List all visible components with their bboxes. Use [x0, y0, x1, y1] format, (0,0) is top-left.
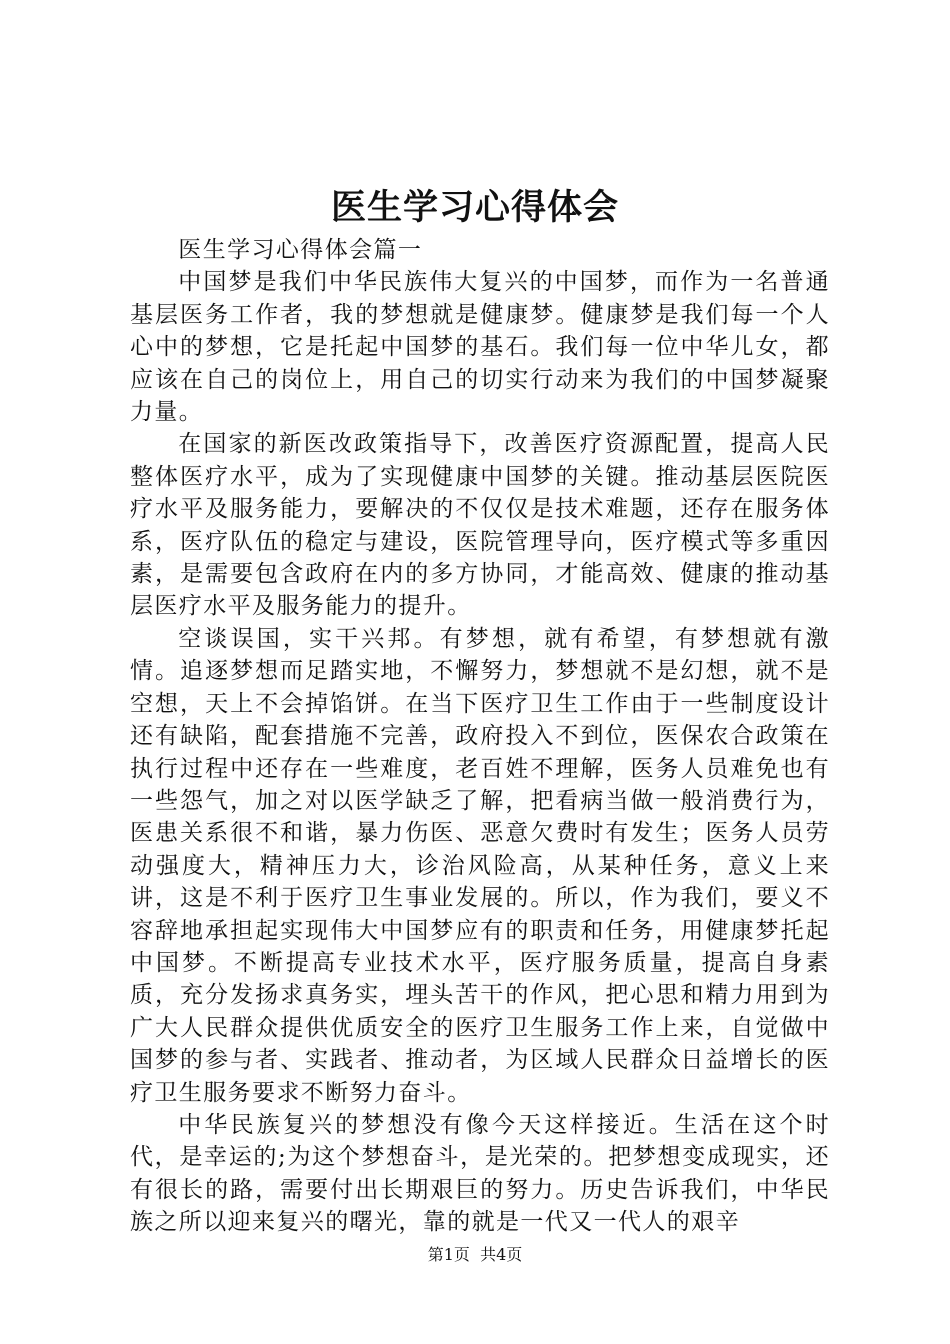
paragraph: 中国梦是我们中华民族伟大复兴的中国梦，而作为一名普通基层医务工作者，我的梦想就是健康梦。健康梦是我们每一个人心中的梦想，它是托起中国梦的基石。我们每一位中华儿女，都应该在自己的岗位上，用自己的切实行动来为我们的中国梦凝聚力量。 [130, 269, 830, 426]
paragraph: 在国家的新医改政策指导下，改善医疗资源配置，提高人民整体医疗水平，成为了实现健康中国梦的关键。推动基层医院医疗水平及服务能力，要解决的不仅仅是技术难题，还存在服务体系，医疗队伍的稳定与建设，医院管理导向，医疗模式等多重因素，是需要包含政府在内的多方协同，才能高效、健康的推动基层医疗水平及服务能力的提升。 [130, 431, 830, 620]
document-body [130, 234, 830, 1239]
page-number-footer: 第1页 共4页 [427, 1245, 523, 1264]
section-heading: 医生学习心得体会篇一 [178, 237, 423, 263]
paragraph: 中华民族复兴的梦想没有像今天这样接近。生活在这个时代，是幸运的;为这个梦想奋斗，是光荣的。把梦想变成现实，还有很长的路，需要付出长期艰巨的努力。历史告诉我们，中华民族之所以迎来复兴的曙光，靠的就是一代又一代人的艰辛 [130, 1111, 830, 1236]
document-title: 医生学习心得体会 [330, 187, 619, 228]
paragraph: 空谈误国，实干兴邦。有梦想，就有希望，有梦想就有激情。追逐梦想而足踏实地，不懈努力，梦想就不是幻想，就不是空想，天上不会掉馅饼。在当下医疗卫生工作由于一些制度设计还有缺陷，配套措施不完善，政府投入不到位，医保农合政策在执行过程中还存在一些难度，老百姓不理解，医务人员难免也有一些怨气，加之对以医学缺乏了解，把看病当做一般消费行为，医患关系很不和谐，暴力伤医、恶意欠费时有发生；医务人员劳动强度大，精神压力大，诊治风险高，从某种任务，意义上来讲，这是不利于医疗卫生事业发展的。所以，作为我们，要义不容辞地承担起实现伟大中国梦应有的职责和任务，用健康梦托起中国梦。不断提高专业技术水平，医疗服务质量，提高自身素质，充分发扬求真务实，埋头苦干的作风，把心思和精力用到为广大人民群众提供优质安全的医疗卫生服务工作上来，自觉做中国梦的参与者、实践者、推动者，为区域人民群众日益增长的医疗卫生服务要求不断努力奋斗。 [130, 625, 830, 1106]
